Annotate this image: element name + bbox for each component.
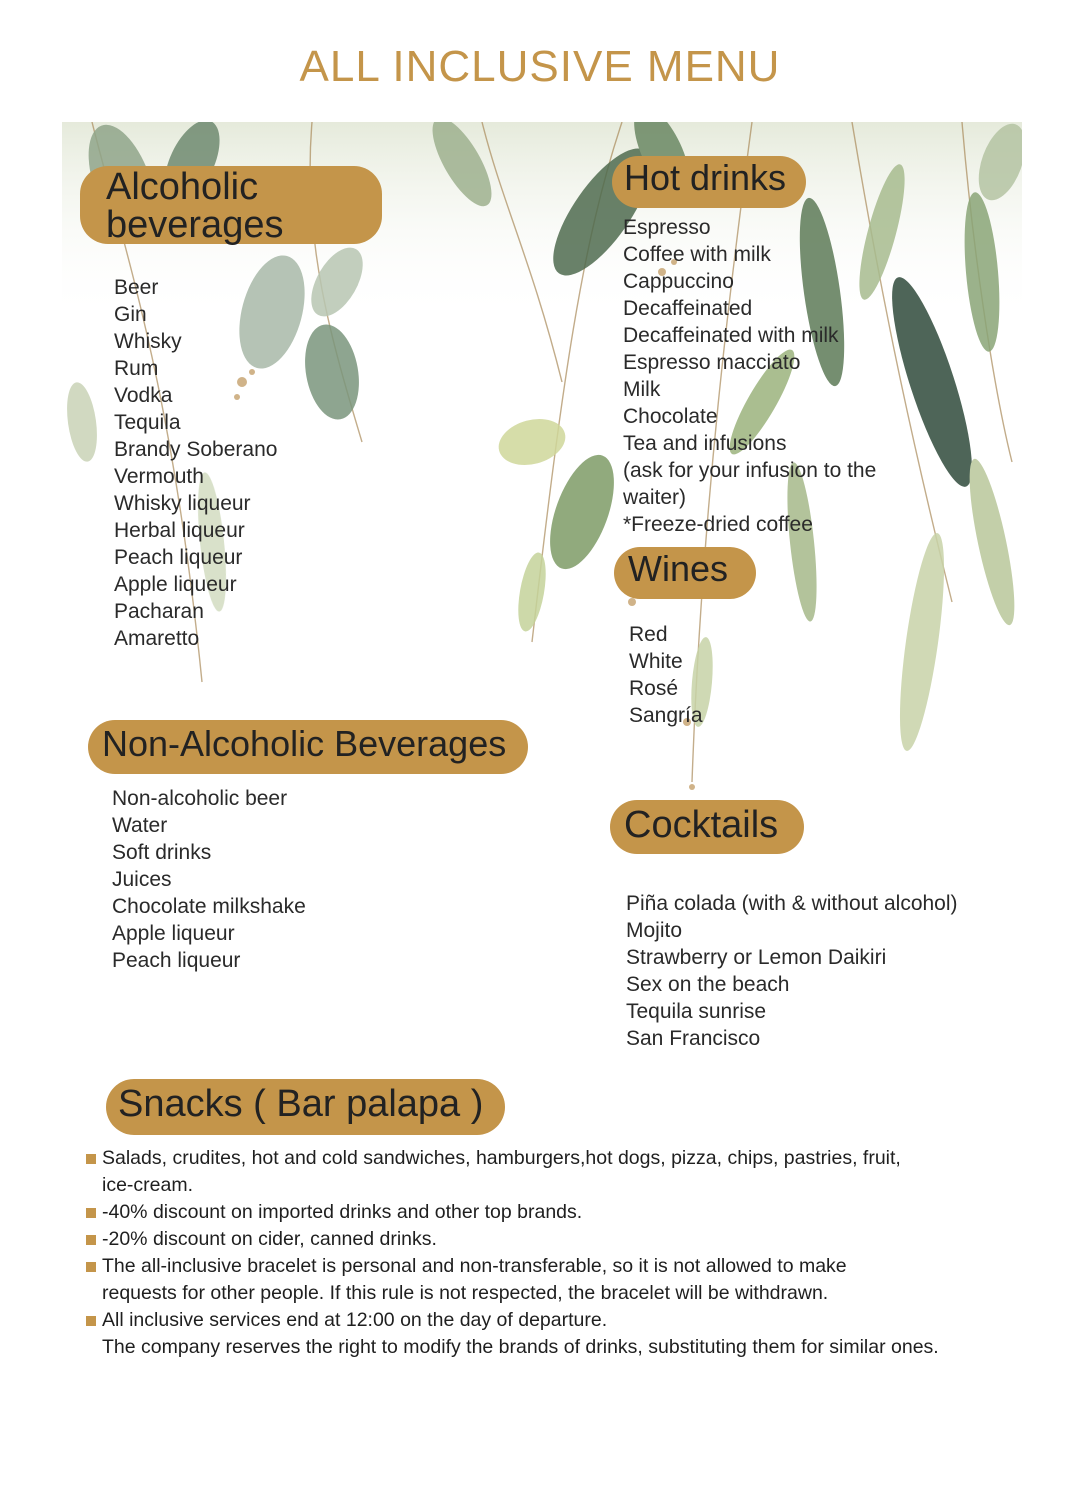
list-item: Espresso macciato bbox=[623, 351, 801, 374]
list-item: Sangría bbox=[629, 704, 703, 727]
note-line: -20% discount on cider, canned drinks. bbox=[102, 1228, 437, 1250]
list-item: Milk bbox=[623, 378, 661, 401]
note-line: All inclusive services end at 12:00 on the day of departure. bbox=[102, 1309, 608, 1331]
list-item: Juices bbox=[112, 868, 172, 891]
alcoholic-beverages-heading bbox=[80, 166, 382, 244]
note-item bbox=[86, 1307, 1026, 1334]
list-item: Cappuccino bbox=[623, 270, 734, 293]
note-item bbox=[86, 1226, 1026, 1253]
list-item: Gin bbox=[114, 303, 147, 326]
hot-drinks-list bbox=[623, 214, 876, 538]
list-item: Herbal liqueur bbox=[114, 519, 245, 542]
list-item: Amaretto bbox=[114, 627, 200, 650]
list-item: Mojito bbox=[626, 919, 683, 942]
page-title: ALL INCLUSIVE MENU bbox=[299, 42, 781, 91]
list-item: Beer bbox=[114, 276, 159, 299]
wines-list bbox=[629, 621, 703, 729]
list-item: Whisky liqueur bbox=[114, 492, 251, 515]
note-line: requests for other people. If this rule is not respected, the bracelet will be withdrawn. bbox=[102, 1282, 829, 1304]
list-item: Decaffeinated with milk bbox=[623, 324, 839, 347]
list-item: Tea and infusions bbox=[623, 432, 787, 455]
list-item: Vodka bbox=[114, 384, 173, 407]
square-bullet-icon bbox=[86, 1235, 96, 1245]
list-item: Piña colada (with & without alcohol) bbox=[626, 892, 958, 915]
list-item: Non-alcoholic beer bbox=[112, 787, 288, 810]
square-bullet-icon bbox=[86, 1154, 96, 1164]
non-alcoholic-heading: Non-Alcoholic Beverages bbox=[88, 720, 528, 774]
list-item: White bbox=[629, 650, 683, 673]
list-item: Whisky bbox=[114, 330, 182, 353]
list-item: Apple liqueur bbox=[112, 922, 235, 945]
square-bullet-icon bbox=[86, 1316, 96, 1326]
list-item: Soft drinks bbox=[112, 841, 212, 864]
list-item: Espresso bbox=[623, 216, 711, 239]
note-line: ice-cream. bbox=[102, 1174, 194, 1196]
list-item: Rum bbox=[114, 357, 159, 380]
list-item: waiter) bbox=[623, 486, 687, 509]
list-item: Peach liqueur bbox=[114, 546, 243, 569]
list-item: Pacharan bbox=[114, 600, 204, 623]
list-item: Water bbox=[112, 814, 168, 837]
non-alcoholic-list bbox=[112, 785, 306, 974]
list-item: Decaffeinated bbox=[623, 297, 753, 320]
alcoholic-heading-line2: beverages bbox=[106, 204, 284, 246]
list-item: Tequila sunrise bbox=[626, 1000, 767, 1023]
wines-heading: Wines bbox=[614, 547, 756, 599]
note-item bbox=[86, 1199, 1026, 1226]
note-line: The all-inclusive bracelet is personal and non-transferable, so it is not allowed to make bbox=[102, 1255, 847, 1277]
square-bullet-icon bbox=[86, 1208, 96, 1218]
list-item: Peach liqueur bbox=[112, 949, 241, 972]
list-item: Coffee with milk bbox=[623, 243, 771, 266]
list-item: Vermouth bbox=[114, 465, 204, 488]
note-item bbox=[86, 1253, 1026, 1307]
list-item: Strawberry or Lemon Daikiri bbox=[626, 946, 887, 969]
footer-disclaimer: The company reserves the right to modify the brands of drinks, substituting them for similar ones. bbox=[102, 1336, 939, 1358]
list-item: *Freeze-dried coffee bbox=[623, 513, 813, 536]
square-bullet-icon bbox=[86, 1262, 96, 1272]
list-item: Apple liqueur bbox=[114, 573, 237, 596]
note-item bbox=[86, 1145, 1026, 1199]
note-line: Salads, crudites, hot and cold sandwiches, hamburgers,hot dogs, pizza, chips, pastries, fruit, bbox=[102, 1147, 901, 1169]
list-item: Tequila bbox=[114, 411, 181, 434]
snacks-heading: Snacks ( Bar palapa ) bbox=[106, 1079, 505, 1135]
list-item: Red bbox=[629, 623, 668, 646]
hot-drinks-heading: Hot drinks bbox=[612, 156, 806, 208]
list-item: (ask for your infusion to the bbox=[623, 459, 877, 482]
list-item: Sex on the beach bbox=[626, 973, 790, 996]
cocktails-list bbox=[626, 890, 958, 1052]
list-item: San Francisco bbox=[626, 1027, 761, 1050]
list-item: Rosé bbox=[629, 677, 679, 700]
alcoholic-list bbox=[114, 274, 277, 652]
alcoholic-heading-line1: Alcoholic bbox=[106, 166, 259, 208]
cocktails-heading: Cocktails bbox=[610, 800, 804, 854]
list-item: Chocolate milkshake bbox=[112, 895, 306, 918]
list-item: Chocolate bbox=[623, 405, 718, 428]
note-line: -40% discount on imported drinks and other top brands. bbox=[102, 1201, 583, 1223]
list-item: Brandy Soberano bbox=[114, 438, 278, 461]
notes-list bbox=[86, 1145, 1026, 1334]
